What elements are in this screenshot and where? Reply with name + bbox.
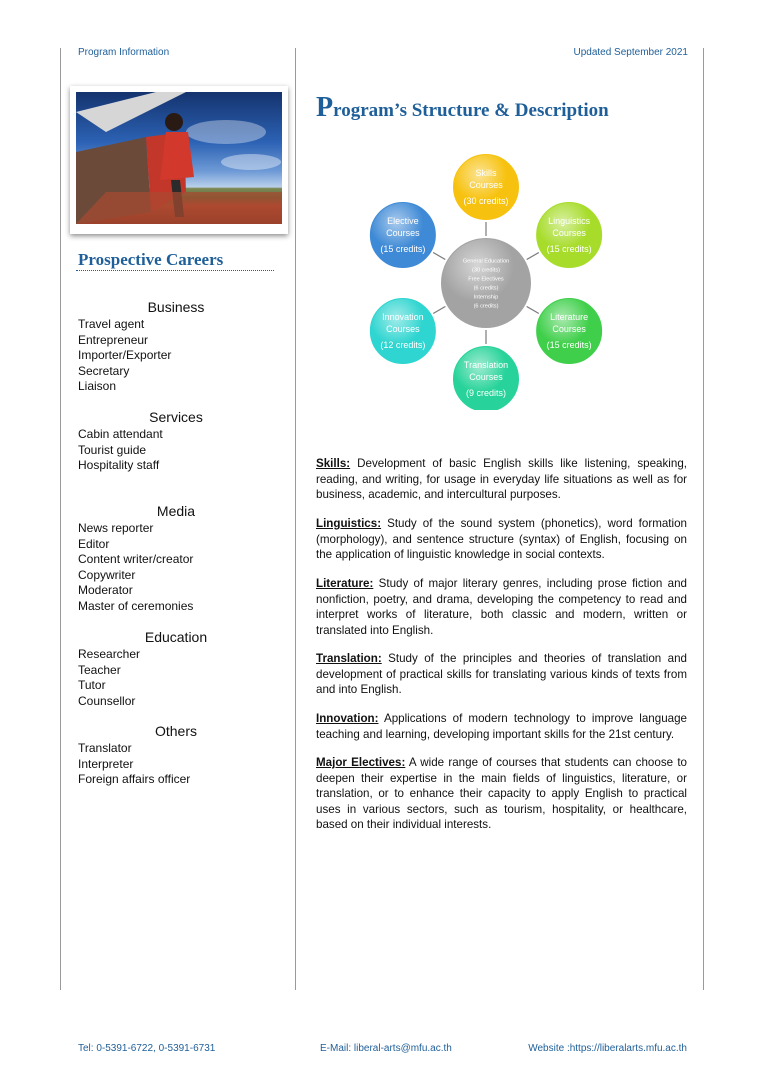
- career-item: Moderator: [78, 583, 133, 598]
- career-item: Importer/Exporter: [78, 348, 172, 363]
- career-list-media: [78, 521, 193, 615]
- career-item: Tutor: [78, 678, 106, 693]
- right-border-line: [703, 48, 704, 990]
- diagram-node: [535, 201, 603, 269]
- category-heading-others: Others: [154, 723, 197, 739]
- description-innovation: [316, 711, 687, 742]
- diagram-node-label: (15 credits): [546, 340, 592, 350]
- career-list-business: [78, 317, 171, 395]
- career-item: Entrepreneur: [78, 332, 149, 347]
- diagram-node-label: Courses: [386, 228, 420, 238]
- left-border-line: [60, 48, 61, 990]
- career-item: Researcher: [78, 647, 141, 661]
- header-updated-date: Updated September 2021: [573, 47, 688, 58]
- diagram-node-label: Courses: [469, 180, 503, 190]
- diagram-center-label: (6 credits): [473, 285, 499, 292]
- footer-email[interactable]: E-Mail: liberal-arts@mfu.ac.th: [320, 1043, 452, 1054]
- diagram-node: [369, 201, 437, 269]
- career-list-services: [78, 427, 163, 474]
- career-item: Secretary: [78, 363, 130, 378]
- career-item: News reporter: [78, 521, 154, 535]
- description-text: A wide range of courses that students can choose to deepen their expertise in the main fields of linguistics, literature, or translation, or to enhance their capacity to apply English to practical uses in various sectors, such as tourism, hospitality, or healthcare, based on their individual interests.: [316, 756, 687, 832]
- diagram-center-label: (6 credits): [473, 303, 499, 310]
- category-heading-education: Education: [144, 629, 208, 645]
- career-item: Hospitality staff: [78, 458, 160, 473]
- career-item: Copywriter: [78, 567, 136, 582]
- description-translation: [316, 651, 687, 698]
- career-item: Content writer/creator: [78, 552, 194, 567]
- program-structure-diagram: [360, 150, 620, 410]
- description-text: Study of the principles and theories of translation and development of practical skills for translating various kinds of texts from and into English.: [316, 652, 687, 697]
- description-label: Literature:: [316, 577, 374, 590]
- diagram-center-gloss: [442, 239, 530, 327]
- category-heading-business: Business: [147, 299, 205, 315]
- description-label: Major Electives:: [316, 756, 406, 769]
- diagram-node-label: Courses: [552, 324, 586, 334]
- diagram-node-label: Elective: [387, 216, 419, 226]
- diagram-node-label: Courses: [469, 372, 503, 382]
- diagram-node: [369, 297, 437, 365]
- diagram-node: [452, 153, 520, 221]
- description-literature: [316, 576, 687, 638]
- diagram-node-label: Linguistics: [548, 216, 591, 226]
- category-heading-media: Media: [156, 503, 196, 519]
- category-heading-services: Services: [149, 409, 203, 425]
- career-item: Interpreter: [78, 756, 134, 771]
- footer-telephone: Tel: 0-5391-6722, 0-5391-6731: [78, 1043, 216, 1054]
- description-skills: [316, 456, 687, 503]
- career-item: Counsellor: [78, 693, 136, 708]
- diagram-center-label: General Education: [462, 258, 510, 265]
- diagram-node: [535, 297, 603, 365]
- description-text: Applications of modern technology to improve language teaching and learning, developing important skills for the 21st century.: [316, 712, 687, 741]
- description-label: Innovation:: [316, 712, 379, 725]
- diagram-node-label: (15 credits): [546, 244, 592, 254]
- description-linguistics: [316, 516, 687, 563]
- diagram-center-label: (30 credits): [472, 267, 500, 274]
- career-list-education: [78, 647, 140, 709]
- diagram-node: [452, 345, 520, 410]
- diagram-center-label: Internship: [473, 294, 499, 301]
- diagram-node-label: Translation: [463, 360, 509, 370]
- career-item: Foreign affairs officer: [78, 772, 191, 787]
- career-item: Teacher: [78, 662, 121, 677]
- description-label: Skills:: [316, 457, 351, 470]
- diagram-node-label: (12 credits): [380, 340, 426, 350]
- diagram-node-label: (30 credits): [463, 196, 509, 206]
- diagram-node-label: Literature: [550, 312, 589, 322]
- footer-website[interactable]: Website :https://liberalarts.mfu.ac.th: [528, 1043, 687, 1054]
- career-item: Travel agent: [78, 317, 145, 331]
- career-item: Master of ceremonies: [78, 598, 194, 613]
- careers-heading-underline: [76, 270, 274, 271]
- career-item: Cabin attendant: [78, 427, 163, 441]
- description-label: Translation:: [316, 652, 382, 665]
- career-item: Editor: [78, 536, 110, 551]
- description-text: Development of basic English skills like listening, speaking, reading, and writing, for usage in everyday life situations as well as for business, academic, and intercultural purposes.: [316, 457, 687, 502]
- diagram-node-label: Courses: [386, 324, 420, 334]
- student-photo: [70, 86, 288, 234]
- description-label: Linguistics:: [316, 517, 382, 530]
- diagram-center-label: Free Electives: [468, 276, 504, 283]
- career-list-others: [78, 741, 190, 788]
- career-item: Tourist guide: [78, 442, 147, 457]
- career-item: Translator: [78, 741, 132, 755]
- prospective-careers-heading: Prospective Careers: [78, 250, 224, 269]
- page-title: [316, 92, 609, 124]
- career-item: Liaison: [78, 379, 117, 394]
- header-program-info: Program Information: [78, 47, 170, 58]
- photo-image: [76, 92, 282, 224]
- description-major-electives: [316, 755, 687, 833]
- diagram-node-label: (15 credits): [380, 244, 426, 254]
- title-rest: rogram’s Structure & Description: [333, 100, 609, 121]
- column-divider-line: [295, 48, 296, 990]
- diagram-node-label: Courses: [552, 228, 586, 238]
- title-drop-letter: P: [316, 92, 334, 123]
- description-text: Study of major literary genres, including prose fiction and nonfiction, poetry, and drama, developing the competency to read and interpret works of literature, both classic and modern, written or translated into English.: [316, 577, 687, 637]
- diagram-node-label: Innovation: [382, 312, 424, 322]
- description-text: Study of the sound system (phonetics), word formation (morphology), and sentence structure (syntax) of English, focusing on the application of linguistic knowledge in social contexts.: [316, 517, 687, 562]
- diagram-node-label: (9 credits): [465, 388, 507, 398]
- diagram-center-node: [440, 237, 532, 329]
- diagram-node-label: Skills: [475, 168, 497, 178]
